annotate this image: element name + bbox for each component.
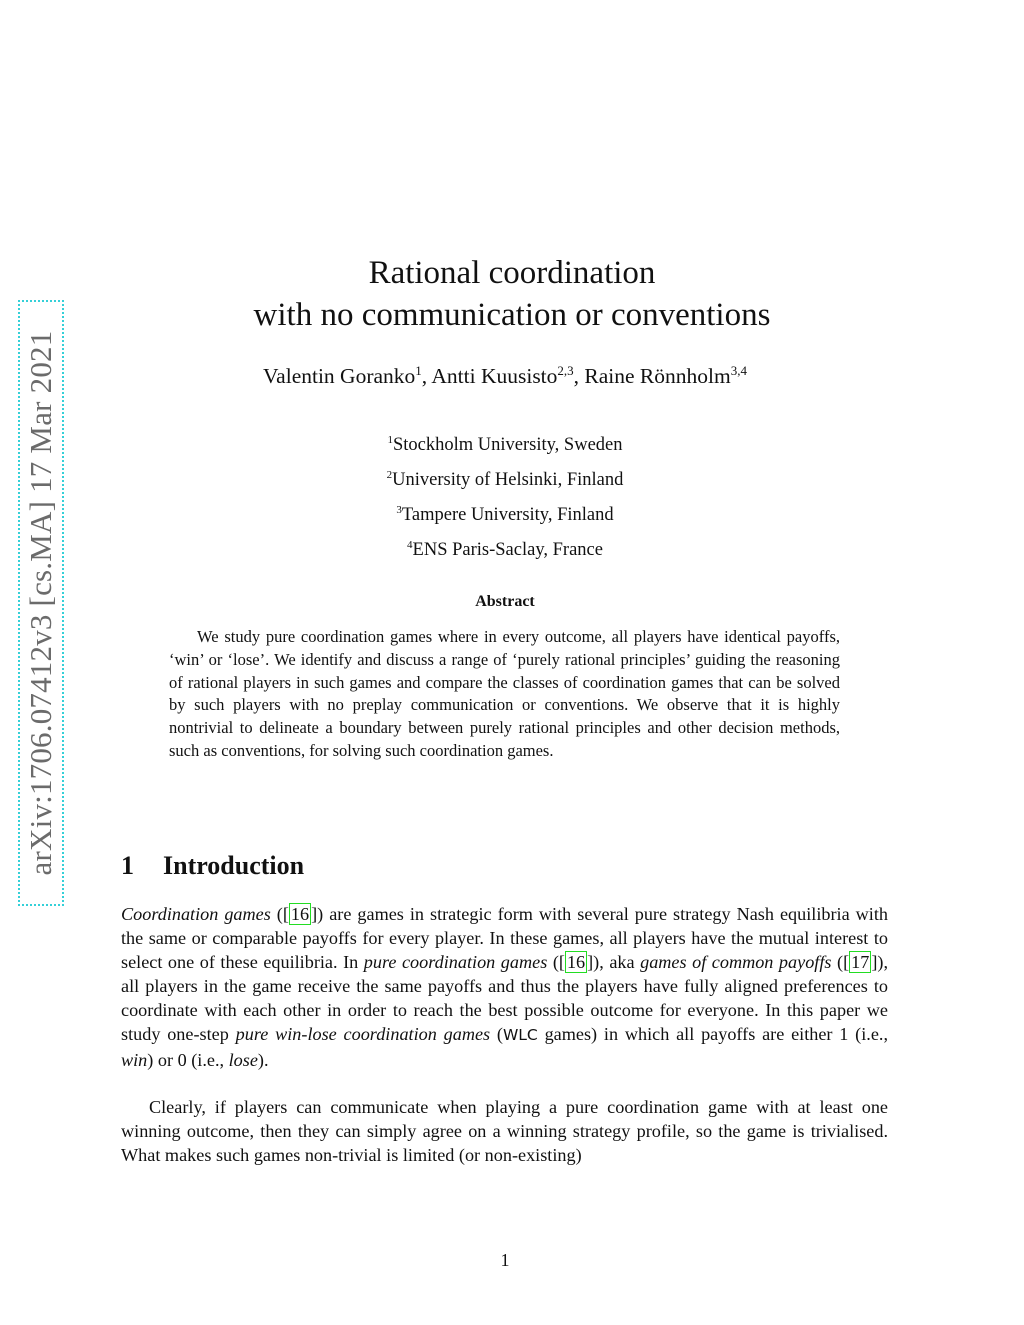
affiliation: $^2$University of Helsinki, Finland (386, 469, 624, 491)
paper-title (0, 252, 1024, 336)
affiliation: $^1$Stockholm University, Sweden (387, 434, 623, 456)
abstract-text: We study pure coordination games where in every outcome, all players have identical payoffs, ‘win’ or ‘lose’. We identify and discuss a range of ‘purely rational principles’ guiding the reasoning of rational players in such games and compare the classes of coordination games that can be solved by such players with no preplay communication or conventions. We observe that it is highly nontrivial to delineate a boundary between purely rational principles and other decision methods, such as conventions, for solving such coordination games. (169, 627, 840, 760)
title-line-2: with no communication or conventions (253, 297, 771, 333)
title-line-1: Rational coordination (368, 255, 656, 291)
author-affiliation-marker: 1 (415, 363, 422, 378)
citation-link[interactable]: 16 (566, 952, 586, 973)
intro-paragraph-1: Coordination games ([ 16 ]) are games in strategic form with several pure strategy Nash equilibria with the same or comparable payoffs for every player. In these games, all players have the mutual interest to select one of these equilibria. In pure coordination games ([ 16 ]), aka games of common payoffs ([ 17 ]), all players in the game receive the same payoffs and thus the players have fully aligned preferences to coordinate with each other in order to reach the best possible outcome for everyone. In this paper we study one-step pure win-lose coordination games (WLC games) in which all payoffs are either 1 (i.e., win) or 0 (i.e., lose). (121, 904, 889, 1070)
intro-paragraph-2: Clearly, if players can communicate when playing a pure coordination game with at least one winning outcome, then they can simply agree on a winning strategy profile, so the game is trivialised. What makes such games non-trivial is limited (or non-existing) (121, 1097, 888, 1166)
page-number: 1 (500, 1250, 510, 1270)
affiliation: $^3$Tampere University, Finland (396, 504, 614, 526)
abstract-heading: Abstract (475, 593, 535, 610)
wlc-abbreviation: WLC (502, 1026, 538, 1045)
author-name: Antti Kuusisto (431, 364, 558, 389)
affiliation-list (0, 425, 1010, 566)
section-heading (121, 851, 304, 881)
section-number: 1 (121, 851, 134, 880)
author-name: Valentin Goranko (263, 364, 416, 389)
section-title: Introduction (163, 851, 305, 880)
arxiv-identifier[interactable]: arXiv:1706.07412v3 [cs.MA] 17 Mar 2021 (23, 330, 58, 876)
author-affiliation-marker: 3,4 (730, 363, 747, 378)
affiliation: $^4$ENS Paris-Saclay, France (407, 539, 603, 561)
author-name: Raine Rönnholm (584, 364, 731, 389)
citation-link[interactable]: 16 (290, 904, 310, 924)
author-list: Valentin Goranko$^1$, Antti Kuusisto$^{2,3}$, Raine Rönnholm$^{3,4}$ (263, 363, 747, 389)
author-affiliation-marker: 2,3 (557, 363, 574, 378)
citation-link[interactable]: 17 (851, 952, 870, 973)
